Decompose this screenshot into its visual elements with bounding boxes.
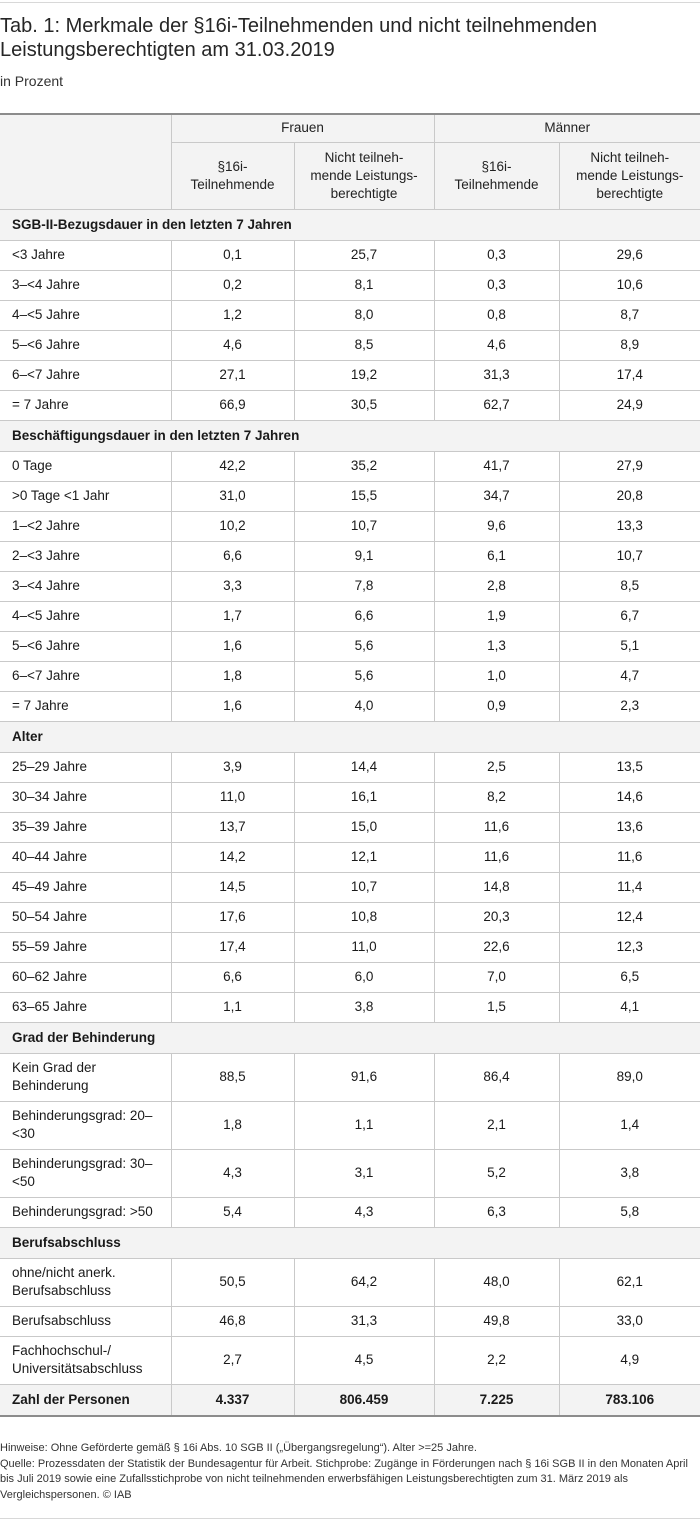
row-label: 4–<5 Jahre [0, 300, 171, 330]
row-label: Behinderungsgrad: 20–<30 [0, 1101, 171, 1149]
cell-value: 2,5 [434, 752, 559, 782]
section-header-row [0, 1022, 700, 1053]
row-label: 63–65 Jahre [0, 992, 171, 1022]
cell-value: 34,7 [434, 481, 559, 511]
cell-value: 14,8 [434, 872, 559, 902]
header-maenner-nicht-teilnehmende: Nicht teilneh- mende Leistungs- berechtigte [559, 142, 700, 209]
cell-value: 9,1 [294, 541, 434, 571]
cell-value: 30,5 [294, 390, 434, 420]
cell-value: 1,5 [434, 992, 559, 1022]
row-label: = 7 Jahre [0, 691, 171, 721]
cell-value: 8,5 [294, 330, 434, 360]
section-header-row [0, 209, 700, 240]
cell-value: 88,5 [171, 1053, 294, 1101]
table-row [0, 571, 700, 601]
cell-value: 5,8 [559, 1197, 700, 1227]
cell-value: 5,4 [171, 1197, 294, 1227]
cell-value: 50,5 [171, 1258, 294, 1306]
cell-value: 14,5 [171, 872, 294, 902]
cell-value: 10,7 [294, 872, 434, 902]
section-header-row [0, 1227, 700, 1258]
total-label: Zahl der Personen [0, 1384, 171, 1416]
row-label: 2–<3 Jahre [0, 541, 171, 571]
cell-value: 15,0 [294, 812, 434, 842]
cell-value: 86,4 [434, 1053, 559, 1101]
cell-value: 1,4 [559, 1101, 700, 1149]
cell-value: 2,7 [171, 1336, 294, 1384]
cell-value: 89,0 [559, 1053, 700, 1101]
total-row [0, 1384, 700, 1416]
cell-value: 0,3 [434, 240, 559, 270]
table-row [0, 631, 700, 661]
row-label: 6–<7 Jahre [0, 360, 171, 390]
table-subtitle: in Prozent [0, 73, 64, 89]
section-header-row [0, 721, 700, 752]
footnote-quelle: Quelle: Prozessdaten der Statistik der Bundesagentur für Arbeit. Stichprobe: Zugänge in Förderungen nach § 16i SGB II in den Monaten April bis Juli 2019 sowie eine Zufallsstichprobe von nicht teilnehmenden erwerbsfähigen Leistungsberechtigten zum 31. März 2019 als Vergleichspersonen. © IAB [0, 1457, 688, 1501]
row-label: ohne/nicht anerk. Berufsabschluss [0, 1258, 171, 1306]
cell-value: 48,0 [434, 1258, 559, 1306]
table-row [0, 1197, 700, 1227]
cell-value: 66,9 [171, 390, 294, 420]
footnote-hinweise: Hinweise: Ohne Geförderte gemäß § 16i Abs. 10 SGB II („Übergangsregelung“). Alter >=25 Jahre. [0, 1442, 477, 1454]
header-frauen-teilnehmende: §16i- Teilnehmende [171, 142, 294, 209]
footnotes [0, 1441, 700, 1503]
cell-value: 1,8 [171, 661, 294, 691]
total-value: 4.337 [171, 1384, 294, 1416]
cell-value: 16,1 [294, 782, 434, 812]
cell-value: 10,7 [559, 541, 700, 571]
cell-value: 5,1 [559, 631, 700, 661]
row-label: 3–<4 Jahre [0, 571, 171, 601]
cell-value: 41,7 [434, 451, 559, 481]
table-row [0, 992, 700, 1022]
table-row [0, 812, 700, 842]
cell-value: 6,6 [171, 541, 294, 571]
table-row [0, 601, 700, 631]
row-label: 55–59 Jahre [0, 932, 171, 962]
row-label: Behinderungsgrad: >50 [0, 1197, 171, 1227]
cell-value: 12,4 [559, 902, 700, 932]
cell-value: 8,9 [559, 330, 700, 360]
cell-value: 6,6 [294, 601, 434, 631]
row-label: Behinderungsgrad: 30–<50 [0, 1149, 171, 1197]
cell-value: 0,2 [171, 270, 294, 300]
section-header-row [0, 420, 700, 451]
cell-value: 2,2 [434, 1336, 559, 1384]
cell-value: 12,3 [559, 932, 700, 962]
cell-value: 20,3 [434, 902, 559, 932]
cell-value: 13,3 [559, 511, 700, 541]
cell-value: 4,9 [559, 1336, 700, 1384]
cell-value: 1,1 [171, 992, 294, 1022]
table-row [0, 270, 700, 300]
header-maenner-teilnehmende: §16i- Teilnehmende [434, 142, 559, 209]
cell-value: 13,6 [559, 812, 700, 842]
cell-value: 4,5 [294, 1336, 434, 1384]
cell-value: 11,0 [171, 782, 294, 812]
table-row [0, 451, 700, 481]
cell-value: 6,0 [294, 962, 434, 992]
header-frauen-nicht-teilnehmende: Nicht teilneh- mende Leistungs- berechtigte [294, 142, 434, 209]
cell-value: 15,5 [294, 481, 434, 511]
cell-value: 24,9 [559, 390, 700, 420]
top-divider [0, 2, 700, 3]
table-row [0, 1053, 700, 1101]
cell-value: 1,3 [434, 631, 559, 661]
cell-value: 5,6 [294, 631, 434, 661]
table-row [0, 541, 700, 571]
data-table [0, 113, 700, 1417]
cell-value: 25,7 [294, 240, 434, 270]
cell-value: 11,0 [294, 932, 434, 962]
cell-value: 1,1 [294, 1101, 434, 1149]
cell-value: 33,0 [559, 1306, 700, 1336]
cell-value: 42,2 [171, 451, 294, 481]
cell-value: 6,5 [559, 962, 700, 992]
table-row [0, 1336, 700, 1384]
cell-value: 31,0 [171, 481, 294, 511]
section-title: SGB-II-Bezugsdauer in den letzten 7 Jahren [0, 209, 700, 240]
table-row [0, 661, 700, 691]
table-row [0, 962, 700, 992]
row-label: 1–<2 Jahre [0, 511, 171, 541]
cell-value: 1,2 [171, 300, 294, 330]
table-row [0, 902, 700, 932]
bottom-divider [0, 1518, 700, 1519]
table-row [0, 360, 700, 390]
cell-value: 13,7 [171, 812, 294, 842]
table-row [0, 511, 700, 541]
section-title: Alter [0, 721, 700, 752]
cell-value: 12,1 [294, 842, 434, 872]
row-label: 50–54 Jahre [0, 902, 171, 932]
table-row [0, 842, 700, 872]
cell-value: 3,8 [559, 1149, 700, 1197]
cell-value: 10,7 [294, 511, 434, 541]
cell-value: 6,7 [559, 601, 700, 631]
total-value: 7.225 [434, 1384, 559, 1416]
cell-value: 14,6 [559, 782, 700, 812]
cell-value: 3,1 [294, 1149, 434, 1197]
cell-value: 13,5 [559, 752, 700, 782]
cell-value: 17,4 [559, 360, 700, 390]
cell-value: 1,6 [171, 691, 294, 721]
cell-value: 1,7 [171, 601, 294, 631]
cell-value: 62,1 [559, 1258, 700, 1306]
section-title: Beschäftigungsdauer in den letzten 7 Jahren [0, 420, 700, 451]
cell-value: 10,6 [559, 270, 700, 300]
cell-value: 64,2 [294, 1258, 434, 1306]
table-row [0, 752, 700, 782]
table-body [0, 209, 700, 1416]
cell-value: 19,2 [294, 360, 434, 390]
table-row [0, 1101, 700, 1149]
cell-value: 4,3 [171, 1149, 294, 1197]
total-value: 806.459 [294, 1384, 434, 1416]
cell-value: 1,9 [434, 601, 559, 631]
row-label: 6–<7 Jahre [0, 661, 171, 691]
cell-value: 4,3 [294, 1197, 434, 1227]
cell-value: 1,6 [171, 631, 294, 661]
header-group-frauen: Frauen [171, 114, 434, 142]
table-row [0, 1306, 700, 1336]
cell-value: 91,6 [294, 1053, 434, 1101]
table-row [0, 300, 700, 330]
table-title: Tab. 1: Merkmale der §16i-Teilnehmenden und nicht teilnehmenden Leistungsberechtigten am 31.03.2019 [0, 15, 598, 61]
row-label: 45–49 Jahre [0, 872, 171, 902]
cell-value: 27,9 [559, 451, 700, 481]
cell-value: 17,4 [171, 932, 294, 962]
cell-value: 4,7 [559, 661, 700, 691]
cell-value: 2,3 [559, 691, 700, 721]
table-row [0, 1258, 700, 1306]
table-row [0, 782, 700, 812]
cell-value: 3,3 [171, 571, 294, 601]
row-label: >0 Tage <1 Jahr [0, 481, 171, 511]
row-label: 25–29 Jahre [0, 752, 171, 782]
cell-value: 31,3 [294, 1306, 434, 1336]
section-title: Grad der Behinderung [0, 1022, 700, 1053]
row-label: Kein Grad der Behinderung [0, 1053, 171, 1101]
cell-value: 4,6 [171, 330, 294, 360]
cell-value: 8,1 [294, 270, 434, 300]
cell-value: 35,2 [294, 451, 434, 481]
cell-value: 8,2 [434, 782, 559, 812]
row-label: 35–39 Jahre [0, 812, 171, 842]
cell-value: 0,1 [171, 240, 294, 270]
row-label: 3–<4 Jahre [0, 270, 171, 300]
cell-value: 46,8 [171, 1306, 294, 1336]
cell-value: 7,8 [294, 571, 434, 601]
cell-value: 7,0 [434, 962, 559, 992]
row-label: 5–<6 Jahre [0, 330, 171, 360]
header-corner [0, 114, 171, 209]
cell-value: 22,6 [434, 932, 559, 962]
total-value: 783.106 [559, 1384, 700, 1416]
table-row [0, 481, 700, 511]
row-label: 60–62 Jahre [0, 962, 171, 992]
cell-value: 29,6 [559, 240, 700, 270]
cell-value: 27,1 [171, 360, 294, 390]
cell-value: 20,8 [559, 481, 700, 511]
cell-value: 8,7 [559, 300, 700, 330]
table-row [0, 1149, 700, 1197]
cell-value: 17,6 [171, 902, 294, 932]
cell-value: 0,3 [434, 270, 559, 300]
cell-value: 2,1 [434, 1101, 559, 1149]
row-label: <3 Jahre [0, 240, 171, 270]
cell-value: 62,7 [434, 390, 559, 420]
row-label: 5–<6 Jahre [0, 631, 171, 661]
cell-value: 3,8 [294, 992, 434, 1022]
cell-value: 10,2 [171, 511, 294, 541]
cell-value: 5,2 [434, 1149, 559, 1197]
cell-value: 49,8 [434, 1306, 559, 1336]
cell-value: 14,4 [294, 752, 434, 782]
cell-value: 1,8 [171, 1101, 294, 1149]
cell-value: 8,0 [294, 300, 434, 330]
row-label: Fachhochschul-/ Universitätsabschluss [0, 1336, 171, 1384]
table-row [0, 691, 700, 721]
cell-value: 4,0 [294, 691, 434, 721]
cell-value: 2,8 [434, 571, 559, 601]
row-label: Berufsabschluss [0, 1306, 171, 1336]
cell-value: 9,6 [434, 511, 559, 541]
cell-value: 14,2 [171, 842, 294, 872]
row-label: 4–<5 Jahre [0, 601, 171, 631]
row-label: 40–44 Jahre [0, 842, 171, 872]
table-row [0, 240, 700, 270]
cell-value: 4,1 [559, 992, 700, 1022]
cell-value: 31,3 [434, 360, 559, 390]
table-row [0, 330, 700, 360]
cell-value: 11,6 [434, 812, 559, 842]
cell-value: 6,3 [434, 1197, 559, 1227]
cell-value: 11,4 [559, 872, 700, 902]
section-title: Berufsabschluss [0, 1227, 700, 1258]
header-group-maenner: Männer [434, 114, 700, 142]
cell-value: 11,6 [559, 842, 700, 872]
row-label: 30–34 Jahre [0, 782, 171, 812]
table-row [0, 872, 700, 902]
cell-value: 10,8 [294, 902, 434, 932]
cell-value: 3,9 [171, 752, 294, 782]
row-label: 0 Tage [0, 451, 171, 481]
cell-value: 4,6 [434, 330, 559, 360]
cell-value: 6,1 [434, 541, 559, 571]
cell-value: 8,5 [559, 571, 700, 601]
cell-value: 11,6 [434, 842, 559, 872]
cell-value: 1,0 [434, 661, 559, 691]
cell-value: 5,6 [294, 661, 434, 691]
table-row [0, 932, 700, 962]
cell-value: 6,6 [171, 962, 294, 992]
table-row [0, 390, 700, 420]
row-label: = 7 Jahre [0, 390, 171, 420]
cell-value: 0,9 [434, 691, 559, 721]
cell-value: 0,8 [434, 300, 559, 330]
